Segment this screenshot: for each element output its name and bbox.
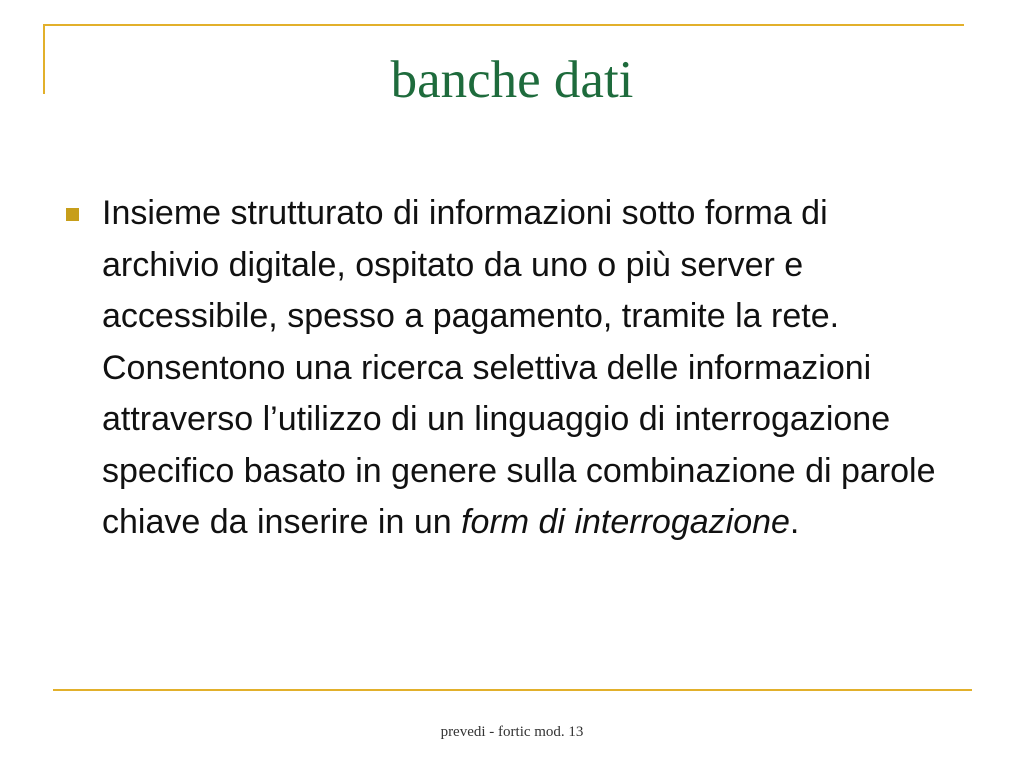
bullet-list: [66, 188, 946, 549]
top-frame-line: [43, 24, 964, 26]
bottom-divider-line: [53, 689, 972, 691]
slide-footer: prevedi - fortic mod. 13: [440, 724, 584, 740]
bullet-item: [102, 188, 946, 549]
bullet-text-main: Insieme strutturato di informazioni sotto forma di archivio digitale, ospitato da uno o più server e accessibile, spesso a pagamento, tramite la rete. Consentono una ricerca selettiva delle informazioni attraverso l’utilizzo di un linguaggio di interrogazione specifico basato in genere sulla combinazione di parole chiave da inserire in un: [102, 194, 936, 541]
square-bullet-icon: [66, 208, 79, 221]
slide-title: banche dati: [390, 51, 634, 109]
bullet-text-end: .: [789, 503, 800, 541]
bullet-text-italic: form di interrogazione: [461, 503, 790, 541]
